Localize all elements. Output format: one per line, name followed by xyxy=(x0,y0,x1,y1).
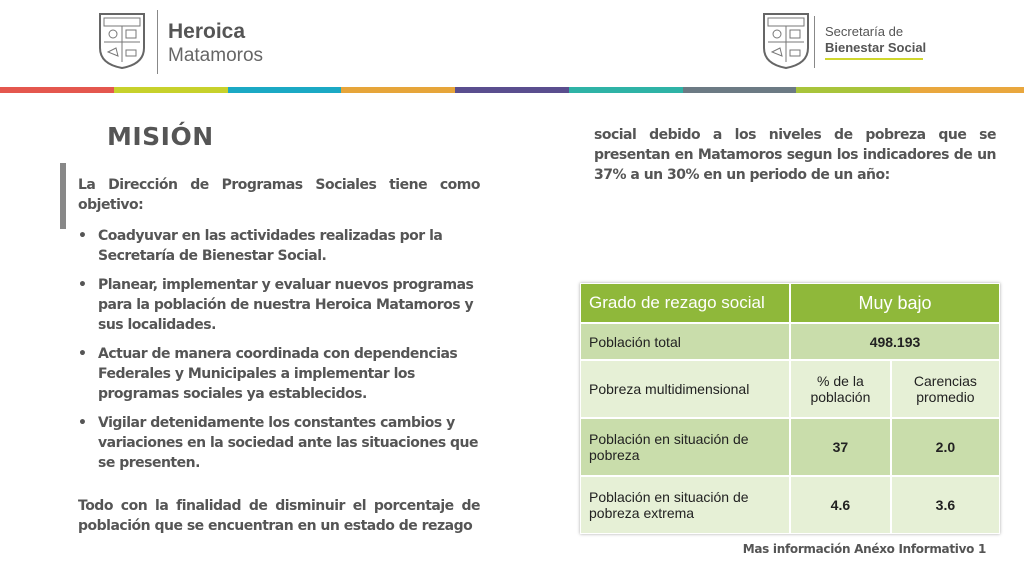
shield-icon xyxy=(98,12,146,70)
color-stripe-divider xyxy=(0,87,1024,93)
logo-underline xyxy=(825,58,923,60)
municipal-shield-logo-left xyxy=(98,12,146,70)
logo-text-bienestar-social: Bienestar Social xyxy=(825,40,927,55)
table-header-value: Muy bajo xyxy=(790,283,1000,323)
table-cell-subheader: % de la población xyxy=(790,360,891,418)
stripe-segment xyxy=(569,87,683,93)
table-row xyxy=(580,360,1000,418)
page-title: MISIÓN xyxy=(107,122,214,151)
stripe-segment xyxy=(228,87,342,93)
shield-icon xyxy=(762,12,810,70)
municipal-shield-logo-right xyxy=(762,12,810,70)
social-indicators-table xyxy=(580,283,1000,534)
table-cell-label: Población en situación de pobreza xyxy=(580,418,790,476)
logo-divider xyxy=(814,16,815,68)
continuation-paragraph: social debido a los niveles de pobreza que se presentan en Matamoros segun los indicadores de un 37% a un 30% en un periodo de un año: xyxy=(594,127,996,183)
bullet-icon: • xyxy=(78,346,87,362)
bullet-icon: • xyxy=(78,228,87,244)
stripe-segment xyxy=(114,87,228,93)
logo-text-secretaria: Secretaría de xyxy=(825,24,904,39)
stripe-segment xyxy=(455,87,569,93)
stripe-segment xyxy=(341,87,455,93)
table-cell-label: Pobreza multidimensional xyxy=(580,360,790,418)
bullet-icon: • xyxy=(78,277,87,293)
logo-text-heroica: Heroica xyxy=(168,20,246,43)
stripe-segment xyxy=(683,87,797,93)
table-cell-subheader: Carencias promedio xyxy=(891,360,1000,418)
list-item-text: Actuar de manera coordinada con dependencias Federales y Municipales a implementar los programas sociales ya establecidos. xyxy=(98,346,458,402)
footer-note: Mas información Anéxo Informativo 1 xyxy=(742,542,986,556)
table-cell-label: Población total xyxy=(580,323,790,360)
table-row xyxy=(580,476,1000,534)
stripe-segment xyxy=(0,87,114,93)
list-item-text: Coadyuvar en las actividades realizadas por la Secretaría de Bienestar Social. xyxy=(98,228,443,264)
list-item xyxy=(78,344,478,404)
table-header-row xyxy=(580,283,1000,323)
closing-paragraph: Todo con la finalidad de disminuir el porcentaje de población que se encuentran en un estado de rezago xyxy=(78,498,480,534)
table-cell-label: Población en situación de pobreza extrema xyxy=(580,476,790,534)
list-item-text: Vigilar detenidamente los constantes cambios y variaciones en la sociedad ante las situaciones que se presenten. xyxy=(98,415,479,471)
table-cell-value: 4.6 xyxy=(790,476,891,534)
list-item-text: Planear, implementar y evaluar nuevos programas para la población de nuestra Heroica Matamoros y sus localidades. xyxy=(98,277,474,333)
list-item xyxy=(78,413,478,473)
table-row xyxy=(580,323,1000,360)
list-item xyxy=(78,226,478,266)
table-row xyxy=(580,418,1000,476)
objectives-list xyxy=(78,226,478,482)
stripe-segment xyxy=(910,87,1024,93)
logo-divider xyxy=(157,10,158,74)
accent-bar xyxy=(60,163,66,229)
table-header-label: Grado de rezago social xyxy=(580,283,790,323)
stripe-segment xyxy=(796,87,910,93)
logo-text-matamoros: Matamoros xyxy=(168,45,264,66)
table-cell-value: 2.0 xyxy=(891,418,1000,476)
table-cell-value: 37 xyxy=(790,418,891,476)
list-item xyxy=(78,275,478,335)
intro-paragraph: La Dirección de Programas Sociales tiene como objetivo: xyxy=(78,177,480,213)
bullet-icon: • xyxy=(78,415,87,431)
table-cell-value: 498.193 xyxy=(790,323,1000,360)
table-cell-value: 3.6 xyxy=(891,476,1000,534)
